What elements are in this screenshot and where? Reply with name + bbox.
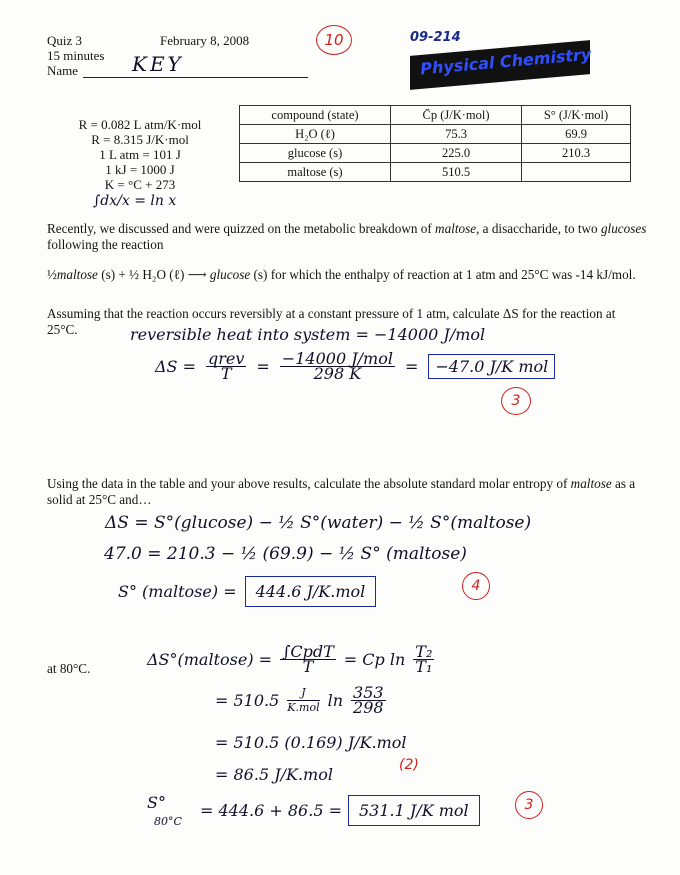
equals-sign: =: [256, 357, 270, 376]
denominator: 298 K: [313, 364, 362, 383]
unit-denominator: K.mol: [287, 701, 320, 714]
quiz-date: February 8, 2008: [160, 33, 250, 48]
constant-4: 1 kJ = 1000 J: [105, 162, 175, 177]
intro-text: Recently, we discussed and were quizzed on the metabolic breakdown of: [47, 221, 436, 236]
constants-list: [60, 117, 220, 192]
unit-numerator: J: [287, 686, 319, 701]
constant-3: 1 L atm = 101 J: [99, 147, 181, 162]
s-degree: S°: [147, 793, 166, 812]
cp-value: = 510.5: [215, 691, 280, 710]
equals-sign: =: [404, 357, 419, 376]
table-header: S° (J/K·mol): [522, 106, 631, 125]
integral-note: [93, 193, 176, 209]
reaction-equation: [47, 267, 667, 283]
t2: T₂: [415, 642, 433, 661]
sum-expression: = 444.6 + 86.5 =: [200, 801, 342, 820]
constant-5: K = °C + 273: [104, 177, 176, 192]
course-logo: [410, 30, 593, 90]
integral-numerator: ∫CpdT: [282, 642, 334, 661]
constant-1: R = 0.082 L atm/K·mol: [78, 117, 202, 132]
temperature: T: [220, 364, 232, 383]
data-table: [239, 105, 631, 182]
reaction-end: (s) for which the enthalpy of reaction at 1 atm and 25°C was -14 kJ/mol.: [250, 267, 636, 282]
table-cell: 75.3: [391, 125, 522, 144]
course-title: Physical Chemistry: [419, 44, 593, 79]
reaction-glucose: glucose: [209, 267, 251, 282]
answer-3-line-5: [200, 795, 480, 826]
answer-3-line-2: [215, 683, 386, 717]
name-underline: [83, 77, 308, 78]
table-cell: 510.5: [391, 163, 522, 182]
table-row: [240, 144, 631, 163]
table-header-row: [240, 106, 631, 125]
table-cell: 225.0: [391, 144, 522, 163]
answer-2-line-2: 47.0 = 210.3 − ½ (69.9) − ½ S° (maltose): [104, 544, 467, 564]
t2-value: 353: [353, 683, 384, 702]
temperature-ratio: [413, 642, 434, 676]
table-cell: glucose (s): [240, 144, 391, 163]
intro-text: , a disaccharide, to two: [476, 221, 601, 236]
t1-value: 298: [353, 698, 384, 717]
numeric-fraction: [280, 349, 395, 383]
answer-2-result: 444.6 J/K.mol: [245, 576, 377, 607]
name-answer: KEY: [132, 52, 184, 76]
answer-3-points: 3: [524, 797, 534, 813]
course-number: 09-214: [410, 30, 461, 45]
table-header: compound (state): [240, 106, 391, 125]
numerator: −14000 J/mol: [281, 349, 393, 368]
t1: T₁: [415, 657, 433, 676]
temperature-values: [351, 683, 386, 717]
qrev: qrev: [208, 349, 245, 368]
table-cell: H₂O (ℓ): [240, 125, 391, 144]
entropy-symbol: [147, 793, 166, 812]
answer-3-lhs: ΔS°(maltose) =: [147, 650, 273, 669]
intro-glucoses: glucoses: [600, 221, 647, 236]
table-row: [240, 163, 631, 182]
points-circle: [501, 387, 531, 415]
table-row: [240, 125, 631, 144]
answer-3-line-4: = 86.5 J/K.mol: [215, 765, 333, 784]
answer-2-line-3: [118, 576, 376, 607]
answer-1-line-2: [155, 349, 555, 383]
answer-2-line-1: ΔS = S°(glucose) − ½ S°(water) − ½ S°(maltose): [105, 513, 532, 533]
question-2-text: as a solid at 25°C and…: [47, 476, 636, 507]
ln-label: ln: [327, 691, 344, 710]
answer-2-label: S° (maltose) =: [118, 582, 237, 601]
answer-3-rhs: = Cp ln: [343, 650, 406, 669]
question-2-maltose: maltose: [570, 476, 612, 491]
total-score-circle: [316, 25, 352, 55]
answer-3-line-3: = 510.5 (0.169) J/K.mol: [215, 733, 407, 752]
points-circle: [462, 572, 490, 600]
question-2-text: Using the data in the table and your above results, calculate the absolute standard molar entropy of: [47, 476, 571, 491]
table-cell: 69.9: [522, 125, 631, 144]
question-1: Assuming that the reaction occurs reversibly at a constant pressure of 1 atm, calculate ΔS for the reaction at 25°C.: [47, 306, 616, 337]
reaction-maltose: maltose: [56, 267, 98, 282]
total-score: 10: [324, 31, 344, 49]
reaction-middle: (s) + ½ H₂O (ℓ) ⟶: [97, 267, 210, 282]
integral-rhs: = ln x: [134, 193, 177, 209]
answer-3-result: 531.1 J/K mol: [348, 795, 480, 826]
qrev-fraction: [206, 349, 246, 383]
table-cell: maltose (s): [240, 163, 391, 182]
answer-1-line-1: reversible heat into system = −14000 J/mol: [130, 325, 486, 344]
answer-3-line-1: [147, 642, 434, 676]
table-cell: [522, 163, 631, 182]
answer-2-points: 4: [471, 578, 481, 594]
table-header: C̄p (J/K·mol): [391, 106, 522, 125]
intro-paragraph: [47, 221, 647, 253]
constant-2: R = 8.315 J/K·mol: [91, 132, 189, 147]
reaction-coefficient: ½: [47, 267, 57, 282]
quiz-number: Quiz 3: [47, 33, 83, 48]
points-circle: [515, 791, 543, 819]
line-4-points: (2): [399, 757, 419, 773]
integral-fraction: [280, 642, 336, 676]
entropy-subscript: 80°C: [154, 815, 182, 828]
integral-denominator: T: [302, 657, 314, 676]
table-cell: 210.3: [522, 144, 631, 163]
intro-maltose: maltose: [435, 221, 477, 236]
question-3: at 80°C.: [47, 661, 91, 676]
name-label: Name: [47, 63, 79, 78]
question-2: [47, 476, 652, 508]
answer-1-ds: ΔS =: [155, 357, 197, 376]
quiz-duration: 15 minutes: [47, 48, 105, 63]
answer-1-result: −47.0 J/K mol: [428, 354, 555, 379]
unit-fraction: [287, 686, 319, 715]
answer-1-points: 3: [511, 393, 521, 409]
intro-text: following the reaction: [47, 237, 164, 252]
integral-lhs: ∫dx/x: [93, 193, 130, 209]
